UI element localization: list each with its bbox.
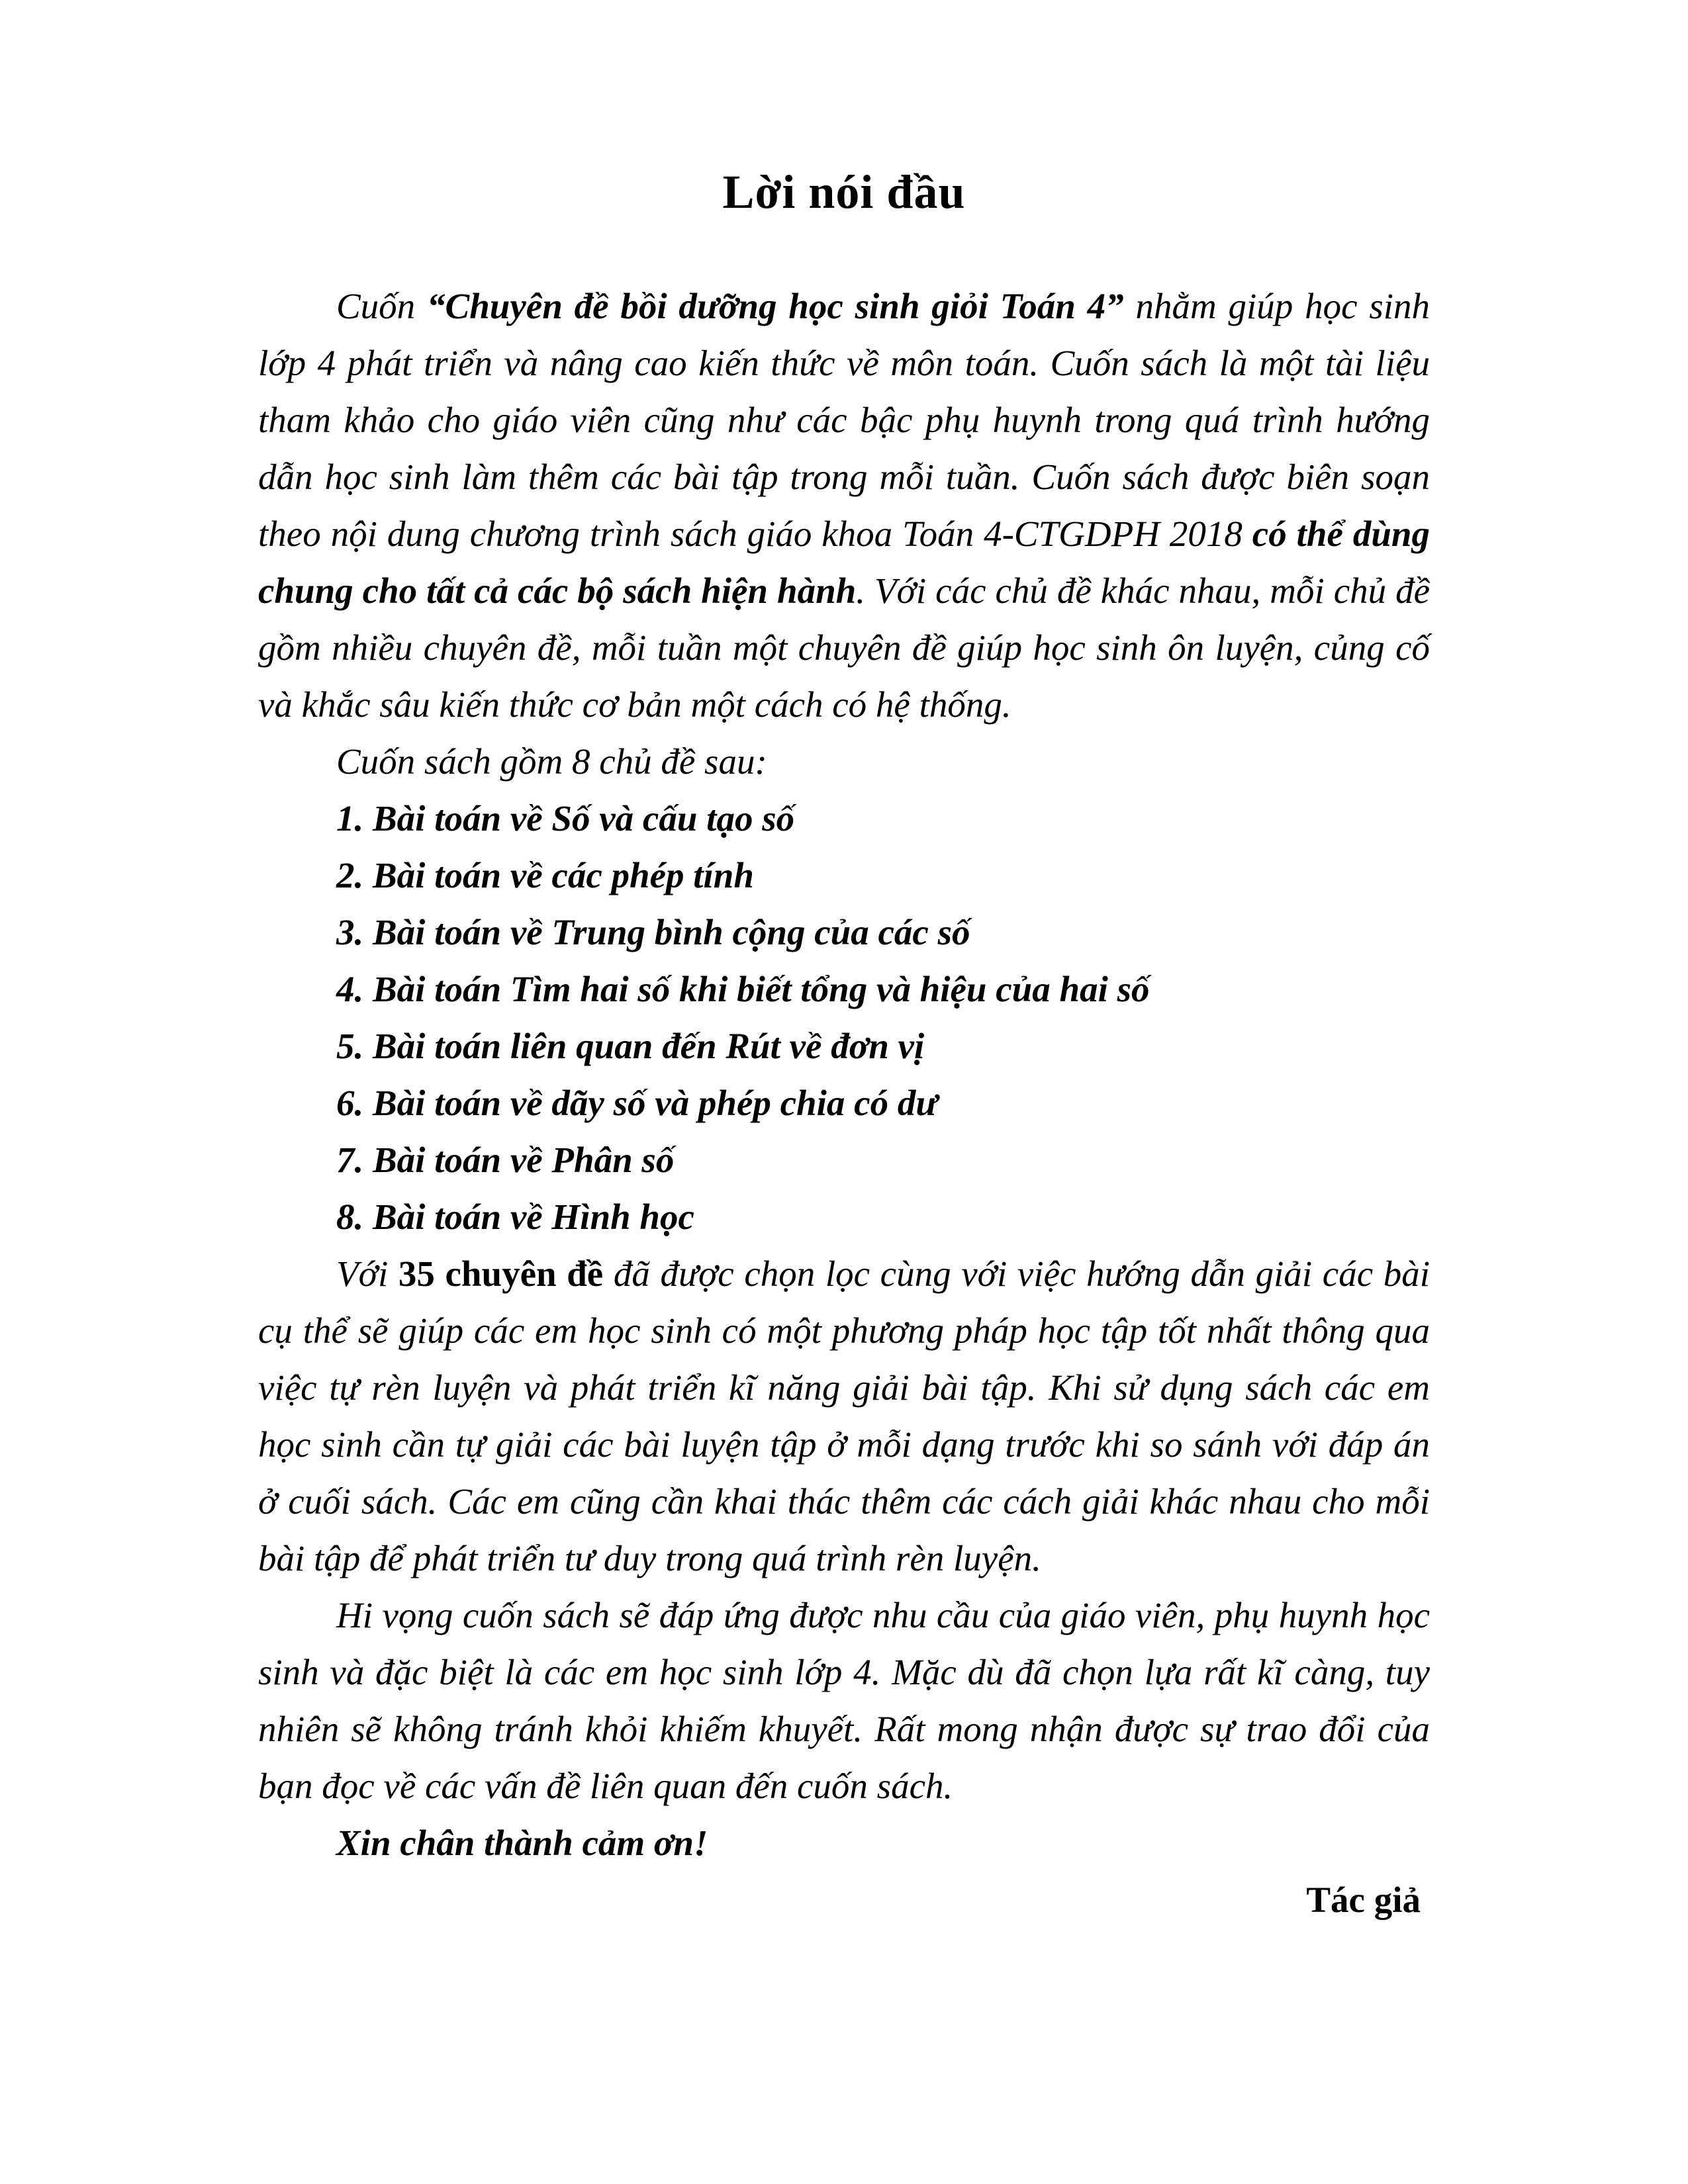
topic-item-4: 4. Bài toán Tìm hai số khi biết tổng và hiệu của hai số: [336, 969, 1150, 1009]
chuyen-de-count: 35 chuyên đề: [398, 1253, 604, 1294]
topic-item-2: 2. Bài toán về các phép tính: [336, 855, 754, 895]
topic-item-3: 3. Bài toán về Trung bình cộng của các số: [336, 912, 970, 952]
topics-lead-in: Cuốn sách gồm 8 chủ đề sau:: [336, 741, 767, 782]
book-title: “Chuyên đề bồi dưỡng học sinh giỏi Toán 4”: [427, 286, 1124, 326]
topics-list: [258, 790, 1430, 1246]
author-signature: Tác giả: [1306, 1880, 1421, 1920]
paragraph-intro-tail: . Với các chủ đề khác nhau, mỗi chủ đề gồm nhiều chuyên đề, mỗi tuần một chuyên đề giúp học sinh ôn luyện, củng cố và khắc sâu kiến thức cơ bản một cách có hệ thống.: [258, 570, 1430, 725]
paragraph-introduction: [258, 278, 1430, 733]
topic-item-7: 7. Bài toán về Phân số: [336, 1140, 675, 1180]
topic-item-1: 1. Bài toán về Số và cấu tạo số: [336, 798, 795, 839]
paragraph-method-body: đã được chọn lọc cùng với việc hướng dẫn giải các bài cụ thể sẽ giúp các em học sinh có một phương pháp học tập tốt nhất thông qua việc tự rèn luyện và phát triển kĩ năng giải bài tập. Khi sử dụng sách các em học sinh cần tự giải các bài luyện tập ở mỗi dạng trước khi so sánh với đáp án ở cuối sách. Các em cũng cần khai thác thêm các cách giải khác nhau cho mỗi bài tập để phát triển tư duy trong quá trình rèn luyện.: [258, 1253, 1430, 1578]
paragraph-intro-lead: Cuốn: [336, 286, 428, 326]
closing-thanks: Xin chân thành cảm ơn!: [336, 1823, 708, 1863]
paragraph-method: [258, 1246, 1430, 1587]
page-title: Lời nói đầu: [722, 165, 966, 218]
paragraph-intro-body: nhằm giúp học sinh lớp 4 phát triển và nâng cao kiến thức về môn toán. Cuốn sách là một tài liệu tham khảo cho giáo viên cũng như các bậc phụ huynh trong quá trình hướng dẫn học sinh làm thêm các bài tập trong mỗi tuần. Cuốn sách được biên soạn theo nội dung chương trình sách giáo khoa Toán 4-CTGDPH 2018: [258, 286, 1430, 554]
paragraph-method-lead: Với: [336, 1253, 399, 1294]
page-content: [258, 0, 1430, 1929]
usage-bold-phrase: có thể dùng chung cho tất cả các bộ sách hiện hành: [258, 514, 1430, 611]
paragraph-hope: Hi vọng cuốn sách sẽ đáp ứng được nhu cầu của giáo viên, phụ huynh học sinh và đặc biệt là các em học sinh lớp 4. Mặc dù đã chọn lựa rất kĩ càng, tuy nhiên sẽ không tránh khỏi khiếm khuyết. Rất mong nhận được sự trao đổi của bạn đọc về các vấn đề liên quan đến cuốn sách.: [258, 1595, 1430, 1806]
topic-item-5: 5. Bài toán liên quan đến Rút về đơn vị: [336, 1026, 925, 1066]
topic-item-8: 8. Bài toán về Hình học: [336, 1197, 694, 1237]
topic-item-6: 6. Bài toán về dãy số và phép chia có dư: [336, 1083, 938, 1123]
